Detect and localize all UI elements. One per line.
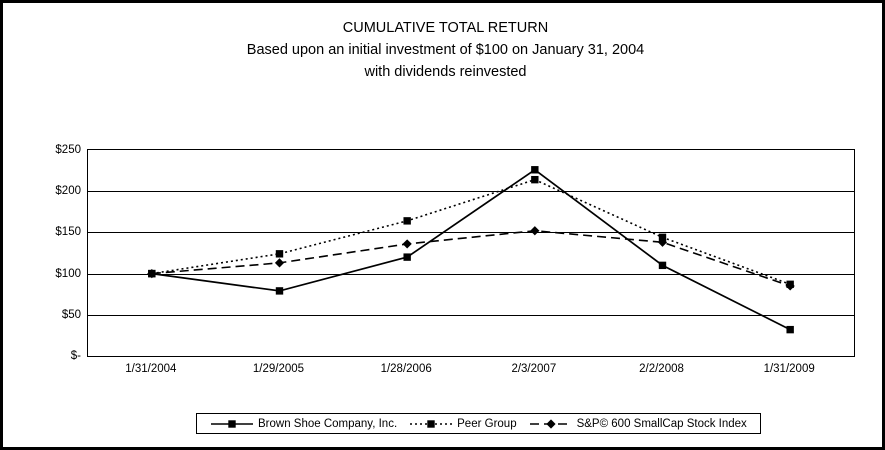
legend-swatch bbox=[210, 418, 254, 430]
y-axis-tick-label: $- bbox=[70, 350, 81, 362]
data-point-marker bbox=[276, 250, 283, 257]
data-point-marker bbox=[403, 239, 412, 248]
plot-area bbox=[87, 149, 855, 357]
series-lines bbox=[88, 150, 854, 356]
y-axis-tick-label: $100 bbox=[55, 267, 81, 280]
chart-title-line-3: with dividends reinvested bbox=[364, 64, 527, 80]
chart-title-block bbox=[3, 17, 885, 83]
y-axis-tick-label: $250 bbox=[55, 144, 81, 156]
legend-item-label: S&P© 600 SmallCap Stock Index bbox=[576, 417, 747, 430]
y-axis-tick-label: $50 bbox=[61, 308, 81, 321]
gridline bbox=[88, 191, 854, 192]
y-axis-tick-label: $200 bbox=[55, 185, 81, 198]
x-axis-tick-label: 2/2/2008 bbox=[639, 363, 684, 375]
y-axis-tick-labels bbox=[7, 144, 81, 362]
legend-item bbox=[210, 418, 397, 430]
x-axis-tick-label: 1/31/2004 bbox=[125, 363, 177, 375]
legend-item bbox=[409, 418, 516, 430]
data-point-marker bbox=[531, 176, 538, 183]
data-point-marker bbox=[275, 258, 284, 267]
data-point-marker bbox=[276, 287, 283, 294]
y-axis-tick-label: $150 bbox=[55, 226, 81, 239]
gridline bbox=[88, 274, 854, 275]
legend-item bbox=[529, 418, 747, 430]
x-axis-tick-labels bbox=[87, 363, 855, 379]
series-line bbox=[152, 170, 790, 330]
legend-swatch bbox=[529, 418, 573, 430]
data-point-marker bbox=[403, 217, 410, 224]
x-axis-tick-label: 2/3/2007 bbox=[511, 363, 557, 375]
data-point-marker bbox=[786, 326, 793, 333]
chart-title-line-2: Based upon an initial investment of $100 on January 31, 2004 bbox=[246, 42, 645, 58]
gridline bbox=[88, 315, 854, 316]
legend-item-label: Brown Shoe Company, Inc. bbox=[258, 417, 398, 430]
chart-legend bbox=[196, 413, 761, 434]
chart-title-line-1: CUMULATIVE TOTAL RETURN bbox=[342, 20, 549, 36]
data-point-marker bbox=[659, 262, 666, 269]
legend-swatch bbox=[409, 418, 453, 430]
legend-item-label: Peer Group bbox=[457, 417, 517, 430]
x-axis-tick-label: 1/29/2005 bbox=[252, 363, 305, 375]
data-point-marker bbox=[403, 253, 410, 260]
gridline bbox=[88, 232, 854, 233]
x-axis-tick-label: 1/28/2006 bbox=[380, 363, 432, 375]
data-point-marker bbox=[530, 226, 539, 235]
x-axis-tick-label: 1/31/2009 bbox=[763, 363, 815, 375]
data-point-marker bbox=[531, 166, 538, 173]
